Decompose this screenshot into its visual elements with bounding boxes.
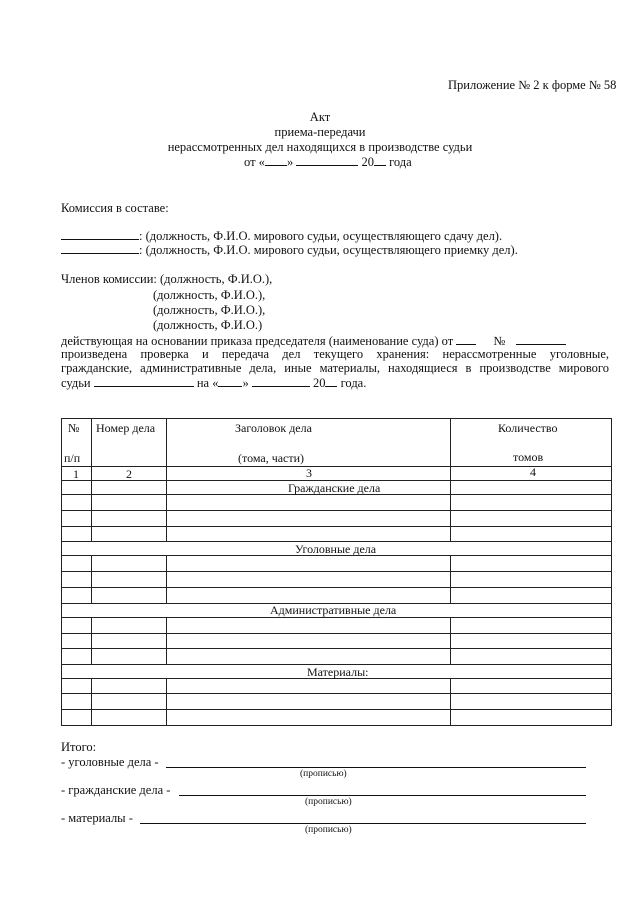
col-num-subheader: п/п [64,451,81,465]
totals-civil-label: - гражданские дела - [61,783,171,797]
totals-criminal-hint: (прописью) [300,769,347,779]
section-civil: Гражданские дела [288,481,381,495]
totals-materials-label: - материалы - [61,811,133,825]
col-volumes-subheader: томов [513,450,544,464]
col-number-3: 3 [306,466,312,480]
col-case-title-subheader: (тома, части) [238,451,305,465]
body-line-2: произведена проверка и передача дел текущего хранения: нерассмотренные уголовные, [61,347,609,361]
act-subtitle: приема-передачи [274,125,366,139]
commission-line-2: : (должность, Ф.И.О. мирового судьи, осуществляющего приемку дел). [61,242,518,258]
totals-materials-hint: (прописью) [305,825,352,835]
member-3: (должность, Ф.И.О.), [153,303,266,317]
appendix-note: Приложение № 2 к форме № 58 [448,78,617,92]
body-line-4: судьи на « » 20 года. [61,376,367,390]
member-2: (должность, Ф.И.О.), [153,288,266,302]
act-date-line: от « » 20 года [244,155,412,169]
col-number-2: 2 [126,467,132,481]
col-num-header: № [68,421,80,435]
section-administrative: Административные дела [270,603,397,617]
act-subject: нерассмотренных дел находящихся в производстве судьи [167,140,473,154]
totals-criminal-label: - уголовные дела - [61,755,159,769]
body-line-1: действующая на основании приказа председателя (наименование суда) от № [61,333,566,349]
col-case-number-header: Номер дела [96,421,156,435]
section-criminal: Уголовные дела [295,542,377,556]
commission-line-1: : (должность, Ф.И.О. мирового судьи, осуществляющего сдачу дел). [61,228,502,244]
members-label: Членов комиссии: (должность, Ф.И.О.), [61,272,273,286]
totals-title: Итого: [61,740,97,754]
col-volumes-header: Количество [498,421,558,435]
body-line-3: гражданские, административные дела, иные материалы, находящиеся в производстве мирового [61,361,609,375]
col-number-4: 4 [530,465,536,479]
member-4: (должность, Ф.И.О.) [153,318,263,332]
act-title: Акт [309,110,331,124]
totals-civil-hint: (прописью) [305,797,352,807]
section-materials: Материалы: [307,665,369,679]
col-number-1: 1 [73,467,79,481]
commission-title: Комиссия в составе: [61,201,169,215]
col-case-title-header: Заголовок дела [235,421,312,435]
